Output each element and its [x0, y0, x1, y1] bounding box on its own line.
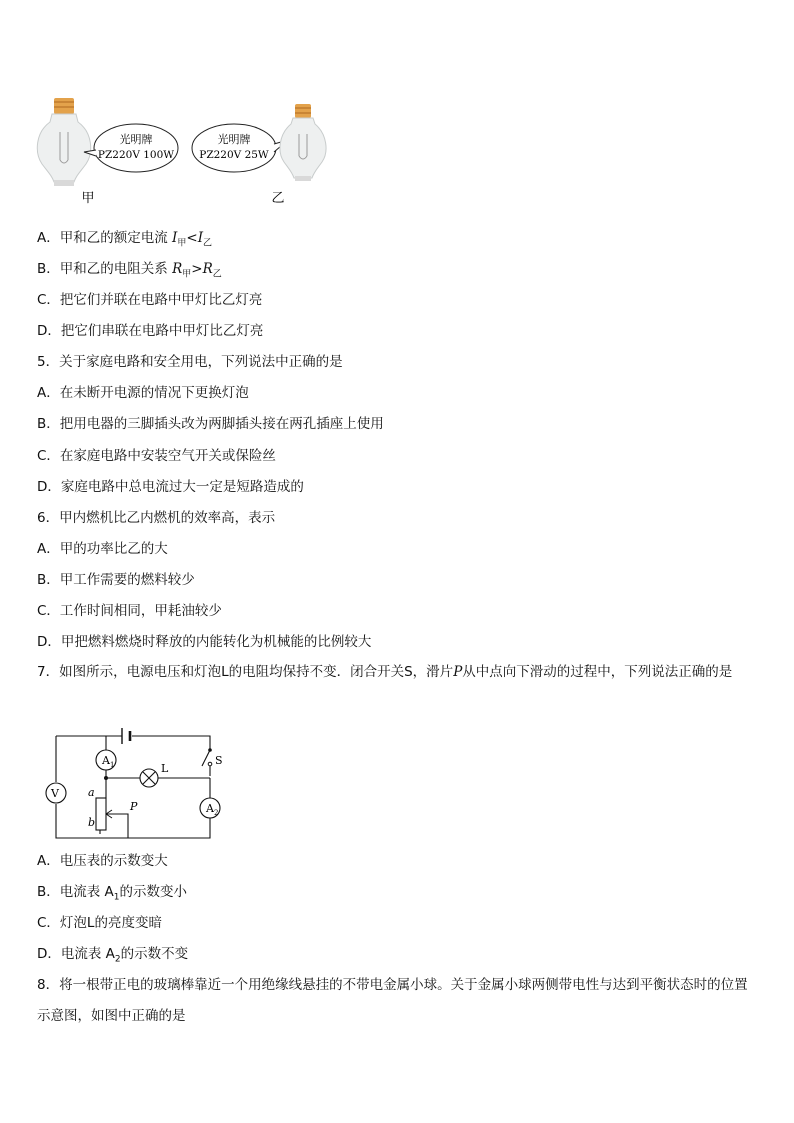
- q7-option-a: A．电压表的示数变大: [37, 853, 168, 869]
- bulb-jia-brand: 光明牌: [119, 133, 153, 146]
- bulb-jia-rating: PZ220V 100W: [97, 149, 175, 161]
- bulb-yi-rating: PZ220V 25W: [199, 149, 269, 161]
- bulb-yi-illustration: [280, 104, 326, 181]
- ammeter-a2-subscript: 2: [214, 809, 219, 817]
- subscript: 乙: [212, 269, 222, 280]
- bulb-jia-caption: 甲: [81, 191, 95, 206]
- q4-option-d: D．把它们串联在电路中甲灯比乙灯亮: [37, 323, 264, 339]
- q7-stem-part: 7．如图所示，电源电压和灯泡L的电阻均保持不变．闭合开关S，滑片: [37, 664, 454, 680]
- q4-option-b: [37, 259, 222, 285]
- q4-option-a-text: A．甲和乙的额定电流: [37, 230, 173, 246]
- relation-symbol: >: [191, 261, 203, 277]
- q5-option-a: A．在未断开电源的情况下更换灯泡: [37, 385, 249, 401]
- q6-option-a: A．甲的功率比乙的大: [37, 541, 168, 557]
- subscript: 乙: [203, 238, 213, 249]
- bulb-figure: [30, 92, 340, 217]
- q4-option-b-text: B．甲和乙的电阻关系: [37, 261, 173, 277]
- q5-option-c: C．在家庭电路中安装空气开关或保险丝: [37, 448, 276, 464]
- q7-option-d: [37, 944, 188, 970]
- bulb-yi-caption: 乙: [271, 191, 285, 206]
- bulb-yi-label-bubble: [192, 124, 288, 172]
- q5-option-b: B．把用电器的三脚插头改为两脚插头接在两孔插座上使用: [37, 416, 384, 432]
- q6-option-b: B．甲工作需要的燃料较少: [37, 572, 195, 588]
- q7-option-d-text: D．电流表 A: [37, 946, 115, 962]
- voltmeter-label: V: [51, 787, 59, 800]
- subscript: 甲: [177, 238, 187, 249]
- slider-label: P: [130, 800, 138, 813]
- q6-stem: 6．甲内燃机比乙内燃机的效率高，表示: [37, 510, 276, 526]
- q4-option-c: C．把它们并联在电路中甲灯比乙灯亮: [37, 292, 263, 308]
- resistance-symbol: R: [172, 261, 183, 277]
- subscript: 1: [113, 892, 120, 903]
- q7-stem-part: 从中点向下滑动的过程中，下列说法正确的是: [462, 664, 733, 680]
- q5-option-d: D．家庭电路中总电流过大一定是短路造成的: [37, 479, 304, 495]
- rheostat-end-b: b: [88, 816, 96, 829]
- q7-option-d-text: 的示数不变: [120, 946, 189, 962]
- q7-option-b: [37, 882, 187, 908]
- q4-option-a: [37, 228, 212, 254]
- q7-option-c: C．灯泡L的亮度变暗: [37, 915, 162, 931]
- ammeter-a2-label: A: [206, 802, 214, 815]
- rheostat-end-a: a: [88, 786, 95, 799]
- relation-symbol: <: [186, 230, 198, 246]
- q7-stem: [37, 657, 757, 688]
- resistance-symbol: R: [202, 261, 213, 277]
- lamp-label: L: [161, 762, 169, 775]
- q6-option-c: C．工作时间相同，甲耗油较少: [37, 603, 222, 619]
- switch-label: S: [215, 754, 223, 767]
- q6-option-d: D．甲把燃料燃烧时释放的内能转化为机械能的比例较大: [37, 634, 372, 650]
- bulb-yi-brand: 光明牌: [217, 133, 251, 146]
- current-symbol: I: [197, 230, 204, 246]
- subscript: 甲: [182, 269, 192, 280]
- q8-stem: 8．将一根带正电的玻璃棒靠近一个用绝缘线悬挂的不带电金属小球。关于金属小球两侧带电性与达到平衡状态时的位置示意图，如图中正确的是: [37, 977, 748, 1024]
- bulb-jia-illustration: [37, 98, 90, 186]
- ammeter-a1-label: A: [102, 754, 110, 767]
- circuit-diagram: [40, 722, 240, 847]
- q7-option-b-text: B．电流表 A: [37, 884, 114, 900]
- bulb-jia-label-bubble: [84, 124, 178, 172]
- q5-stem: 5．关于家庭电路和安全用电，下列说法中正确的是: [37, 354, 343, 370]
- subscript: 2: [114, 954, 121, 965]
- slider-symbol: P: [453, 664, 463, 680]
- current-symbol: I: [172, 230, 178, 246]
- q7-option-b-text: 的示数变小: [119, 884, 188, 900]
- ammeter-a1-subscript: 1: [110, 761, 115, 769]
